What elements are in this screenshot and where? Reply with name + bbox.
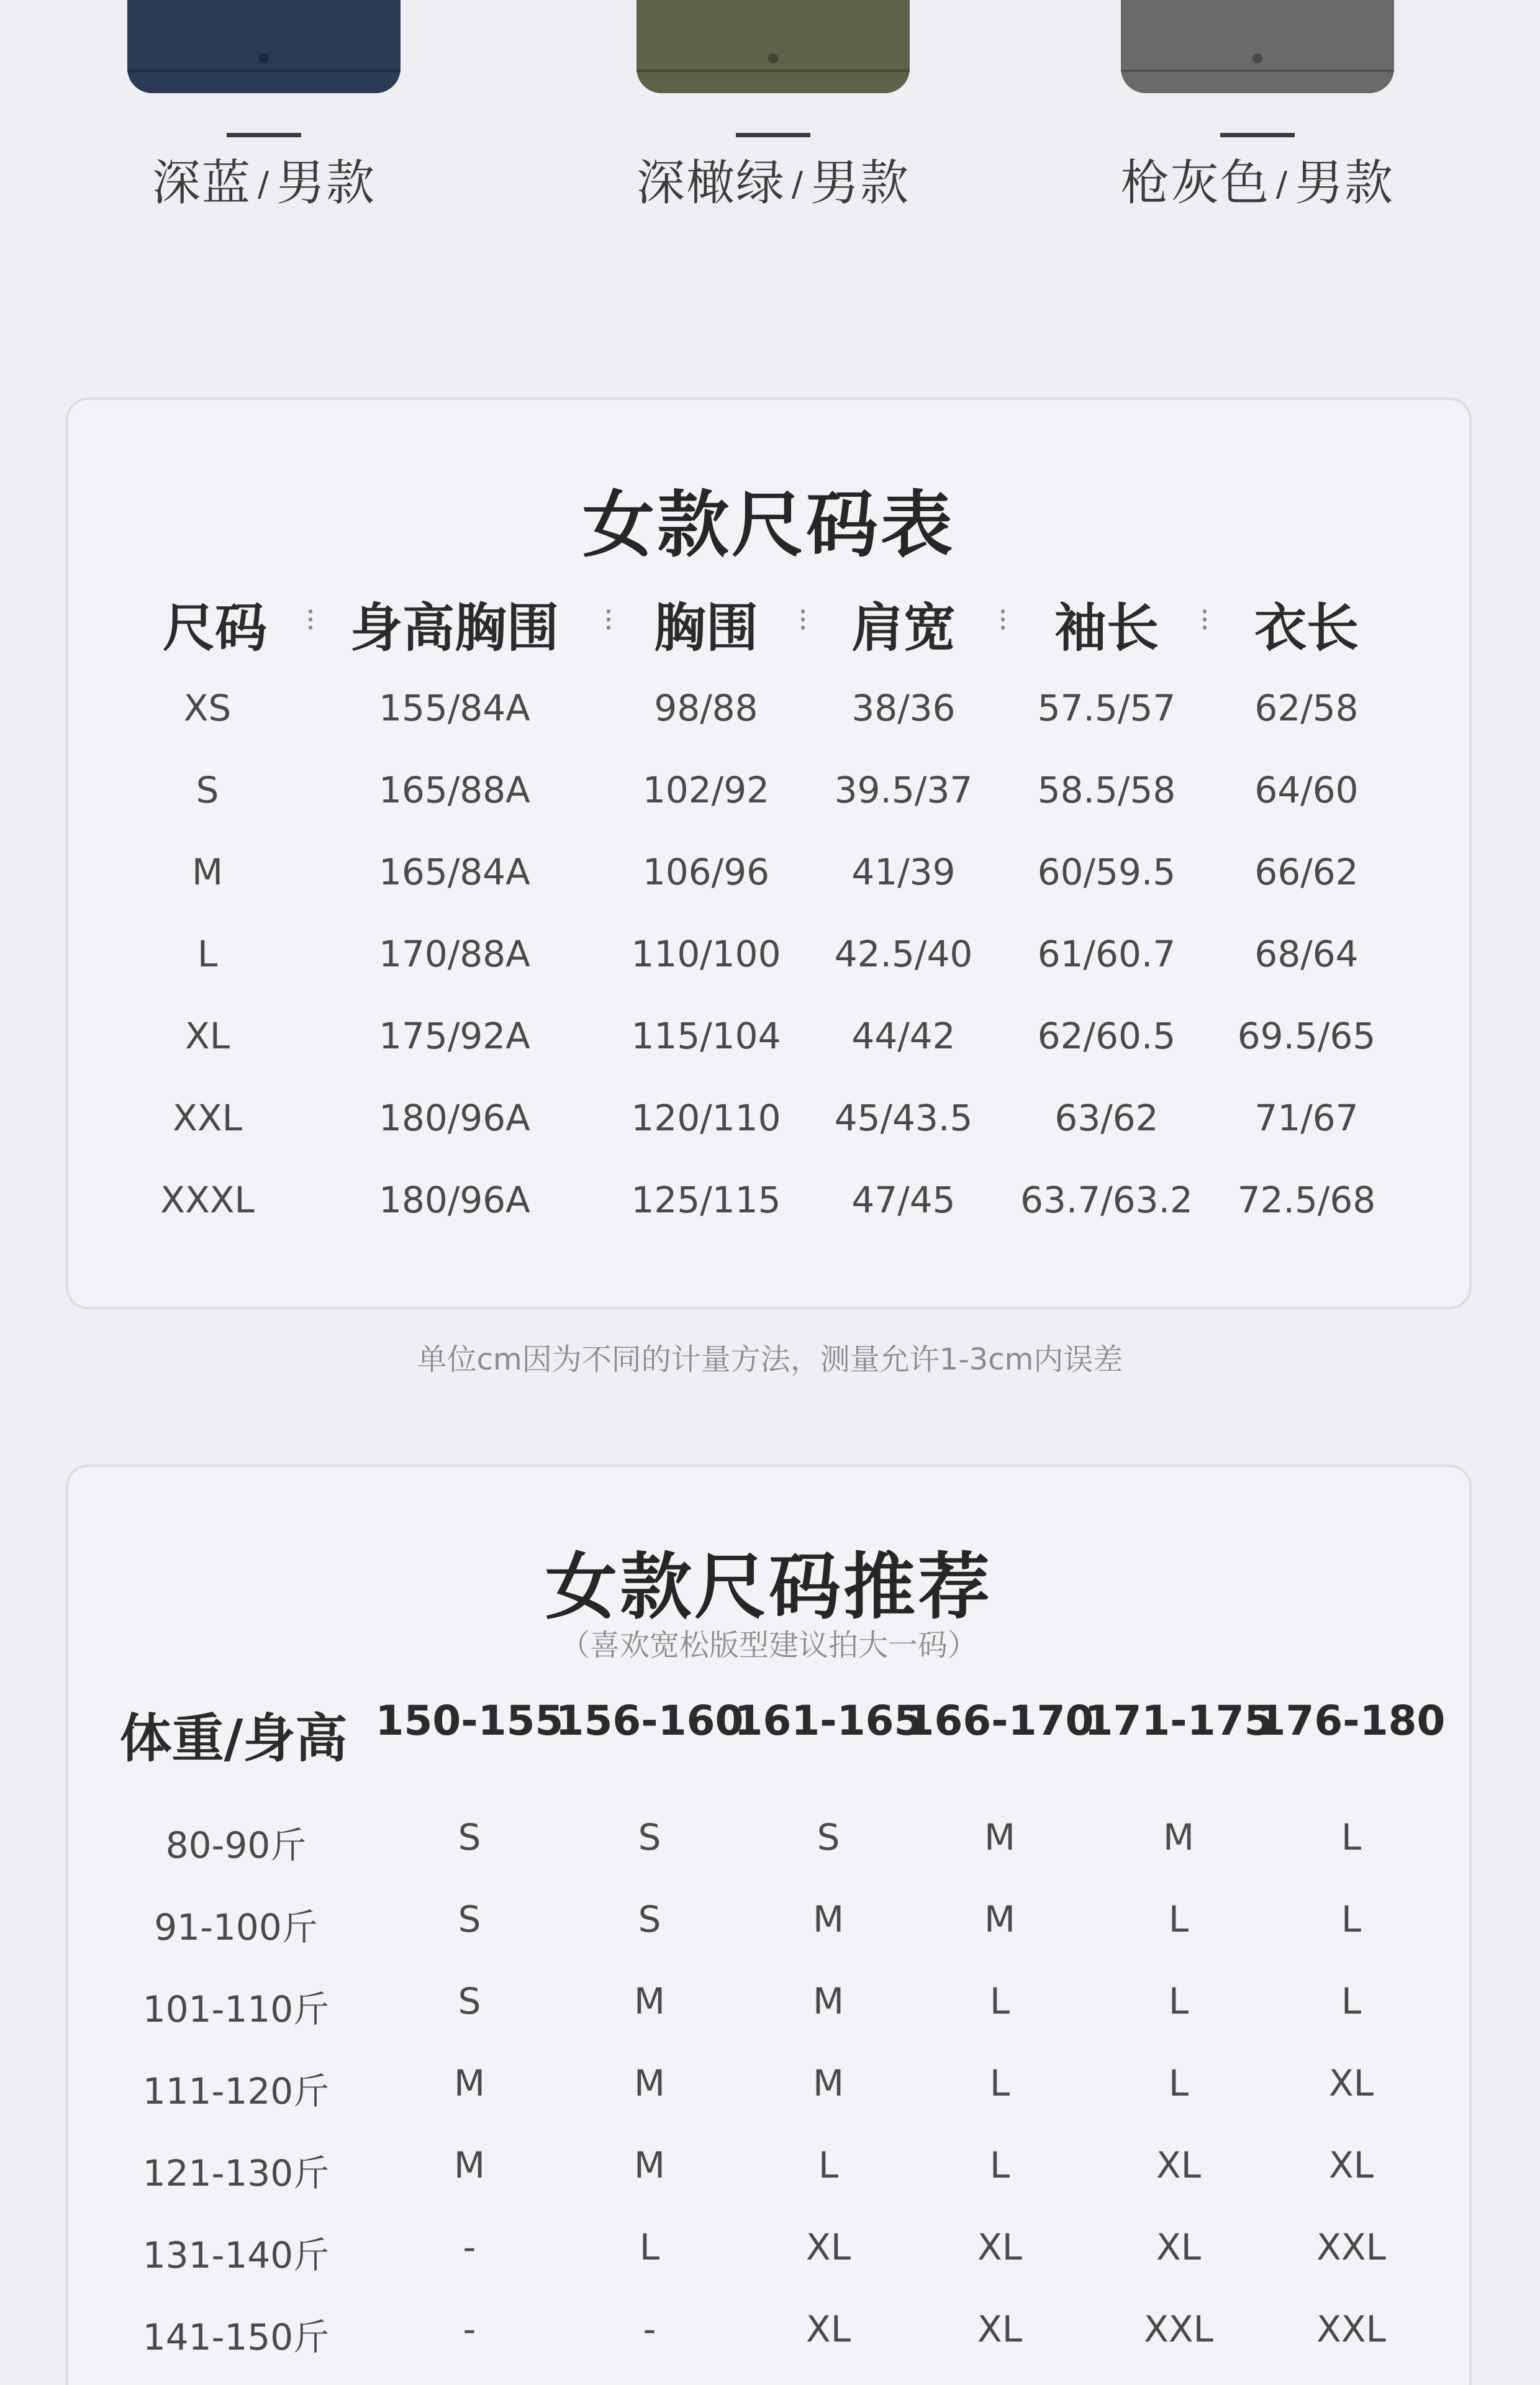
recommend-row [68, 1884, 1469, 1966]
size-chart-panel [66, 398, 1472, 1309]
swatch-color-name: 深蓝 [152, 155, 251, 211]
size-chart-row [68, 1083, 1469, 1165]
recommended-size-cell: XXL [1316, 2226, 1386, 2268]
size-chart-cell: 61/60.7 [1037, 933, 1176, 975]
recommended-size-cell: S [817, 1816, 840, 1858]
size-chart-cell: 45/43.5 [834, 1097, 973, 1139]
size-chart-table [68, 586, 1469, 1247]
swatch-navy[interactable] [102, 0, 425, 211]
recommended-size-cell: L [989, 2062, 1010, 2104]
swatch-gender: 男款 [1295, 155, 1395, 211]
swatch-label [612, 144, 935, 214]
size-chart-cell: 71/67 [1254, 1097, 1359, 1139]
recommended-size-cell: M [633, 2062, 666, 2104]
recommend-row [68, 1966, 1469, 2048]
header-size: 尺码 [162, 597, 268, 658]
recommended-size-cell: M [453, 2144, 486, 2186]
recommended-size-cell: - [463, 2226, 476, 2268]
header-separator [801, 607, 805, 632]
recommend-header-row [68, 1697, 1469, 1802]
recommended-size-cell: XL [977, 2308, 1023, 2350]
size-chart-cell: 155/84A [379, 687, 530, 729]
header-height-range: 156-160 [555, 1697, 744, 1745]
size-chart-cell: 69.5/65 [1237, 1015, 1376, 1057]
recommended-size-cell: M [812, 2062, 845, 2104]
size-chart-cell: 47/45 [851, 1179, 956, 1221]
recommended-size-cell: L [1341, 1816, 1362, 1858]
header-height-range: 166-170 [905, 1697, 1094, 1745]
jacket-olive-image [636, 0, 910, 93]
size-chart-cell: L [197, 933, 218, 975]
size-chart-cell: 98/88 [654, 687, 758, 729]
size-chart-cell: 72.5/68 [1237, 1179, 1376, 1221]
size-chart-cell: 120/110 [631, 1097, 781, 1139]
recommend-row [68, 1802, 1469, 1884]
weight-range-cell: 91-100斤 [154, 1906, 318, 1948]
header-separator [1203, 607, 1207, 632]
recommended-size-cell: XL [1156, 2144, 1202, 2186]
recommended-size-cell: L [1168, 1898, 1189, 1940]
swatch-slash: / [257, 165, 271, 204]
recommended-size-cell: M [453, 2062, 486, 2104]
size-chart-cell: 44/42 [851, 1015, 956, 1057]
size-chart-cell: 170/88A [379, 933, 530, 975]
weight-range-cell: 111-120斤 [142, 2070, 330, 2112]
swatch-underline [1220, 133, 1295, 137]
size-chart-cell: 102/92 [642, 769, 770, 811]
recommended-size-cell: L [639, 2226, 660, 2268]
size-chart-cell: 68/64 [1254, 933, 1359, 975]
recommend-row [68, 2048, 1469, 2130]
header-height-range: 176-180 [1257, 1697, 1446, 1745]
recommended-size-cell: L [1168, 1980, 1189, 2022]
recommended-size-cell: M [633, 2144, 666, 2186]
recommended-size-cell: XL [1328, 2062, 1374, 2104]
size-chart-row [68, 755, 1469, 837]
size-recommend-subtitle: （喜欢宽松版型建议拍大一码） [559, 1628, 977, 1663]
size-chart-cell: 62/58 [1254, 687, 1359, 729]
recommended-size-cell: XL [805, 2308, 851, 2350]
size-chart-cell: 165/84A [379, 851, 530, 893]
header-height-range: 161-165 [734, 1697, 923, 1745]
size-chart-cell: 106/96 [642, 851, 770, 893]
size-chart-cell: XL [184, 1015, 230, 1057]
recommended-size-cell: XXL [1316, 2308, 1386, 2350]
swatch-slash: / [791, 165, 805, 204]
swatch-slash: / [1275, 165, 1289, 204]
recommended-size-cell: XL [1156, 2226, 1202, 2268]
size-chart-cell: S [196, 769, 219, 811]
size-chart-cell: M [191, 851, 224, 893]
size-chart-cell: 42.5/40 [834, 933, 973, 975]
size-chart-row [68, 837, 1469, 919]
recommended-size-cell: M [1162, 1816, 1195, 1858]
size-chart-title: 女款尺码表 [582, 483, 955, 567]
weight-range-cell: 131-140斤 [142, 2234, 330, 2276]
header-chest: 胸围 [653, 597, 759, 658]
swatch-label [102, 144, 425, 214]
recommended-size-cell: S [458, 1816, 481, 1858]
swatch-color-name: 枪灰色 [1120, 155, 1270, 211]
header-shoulder: 肩宽 [851, 597, 956, 658]
recommended-size-cell: M [633, 1980, 666, 2022]
size-chart-cell: 64/60 [1254, 769, 1359, 811]
size-chart-cell: 63.7/63.2 [1020, 1179, 1193, 1221]
size-chart-cell: 110/100 [631, 933, 781, 975]
size-chart-row [68, 1165, 1469, 1247]
size-chart-cell: 38/36 [851, 687, 956, 729]
recommended-size-cell: XXL [1144, 2308, 1213, 2350]
size-chart-cell: XXL [173, 1097, 242, 1139]
size-chart-cell: 58.5/58 [1037, 769, 1176, 811]
size-chart-cell: 60/59.5 [1037, 851, 1176, 893]
recommended-size-cell: XL [805, 2226, 851, 2268]
swatch-gender: 男款 [276, 155, 376, 211]
recommended-size-cell: L [989, 2144, 1010, 2186]
swatch-underline [227, 133, 301, 137]
size-chart-header-row [68, 586, 1469, 673]
size-chart-body [68, 673, 1469, 1247]
recommended-size-cell: M [812, 1898, 845, 1940]
recommended-size-cell: L [989, 1980, 1010, 2022]
swatch-color-name: 深橄绿 [636, 155, 786, 211]
size-chart-cell: 175/92A [379, 1015, 530, 1057]
recommended-size-cell: M [984, 1816, 1016, 1858]
recommended-size-cell: S [458, 1980, 481, 2022]
recommended-size-cell: L [1168, 2062, 1189, 2104]
size-chart-cell: 62/60.5 [1037, 1015, 1176, 1057]
header-separator [1001, 607, 1005, 632]
size-chart-row [68, 919, 1469, 1001]
swatch-gender: 男款 [810, 155, 910, 211]
weight-range-cell: 141-150斤 [142, 2316, 330, 2358]
size-recommend-panel [66, 1465, 1472, 2385]
size-chart-cell: 66/62 [1254, 851, 1359, 893]
weight-range-cell: 80-90斤 [165, 1824, 307, 1866]
header-height-chest: 身高胸围 [350, 597, 559, 658]
jacket-navy-image [127, 0, 401, 93]
recommended-size-cell: L [1341, 1980, 1362, 2022]
recommend-body [68, 1802, 1469, 2376]
size-chart-cell: 57.5/57 [1037, 687, 1176, 729]
size-chart-cell: 39.5/37 [834, 769, 973, 811]
header-separator [607, 607, 610, 632]
recommended-size-cell: S [638, 1816, 661, 1858]
recommended-size-cell: XL [977, 2226, 1023, 2268]
recommended-size-cell: XL [1328, 2144, 1374, 2186]
header-separator [309, 607, 312, 632]
recommended-size-cell: - [463, 2308, 476, 2350]
header-height-range: 150-155 [375, 1697, 564, 1745]
size-recommend-title: 女款尺码推荐 [545, 1545, 992, 1629]
recommended-size-cell: L [818, 2144, 839, 2186]
header-height-range: 171-175 [1084, 1697, 1273, 1745]
recommended-size-cell: L [1341, 1898, 1362, 1940]
jacket-gray-image [1121, 0, 1394, 93]
size-chart-cell: 165/88A [379, 769, 530, 811]
header-sleeve: 袖长 [1054, 597, 1159, 658]
swatch-label [1096, 144, 1419, 214]
size-chart-cell: XS [183, 687, 232, 729]
swatch-olive[interactable] [612, 0, 935, 211]
weight-range-cell: 101-110斤 [142, 1988, 330, 2030]
recommend-row [68, 2212, 1469, 2294]
header-weight-height: 体重/身高 [119, 1708, 348, 1769]
size-chart-cell: 180/96A [379, 1097, 530, 1139]
recommend-row [68, 2130, 1469, 2212]
header-length: 衣长 [1254, 597, 1359, 658]
weight-range-cell: 121-130斤 [142, 2152, 330, 2194]
size-recommend-table [68, 1697, 1469, 2376]
measurement-note: 单位cm因为不同的计量方法，测量允许1-3cm内误差 [417, 1342, 1123, 1377]
size-chart-cell: XXXL [160, 1179, 255, 1221]
swatch-gray[interactable] [1096, 0, 1419, 211]
swatch-underline [736, 133, 810, 137]
size-chart-row [68, 673, 1469, 755]
recommended-size-cell: S [458, 1898, 481, 1940]
recommended-size-cell: M [984, 1898, 1016, 1940]
recommended-size-cell: M [812, 1980, 845, 2022]
size-chart-cell: 115/104 [631, 1015, 781, 1057]
size-chart-row [68, 1001, 1469, 1083]
recommend-row [68, 2294, 1469, 2376]
size-chart-cell: 125/115 [631, 1179, 781, 1221]
size-chart-cell: 180/96A [379, 1179, 530, 1221]
size-chart-cell: 63/62 [1054, 1097, 1159, 1139]
size-chart-cell: 41/39 [851, 851, 956, 893]
recommended-size-cell: - [643, 2308, 656, 2350]
recommended-size-cell: S [638, 1898, 661, 1940]
